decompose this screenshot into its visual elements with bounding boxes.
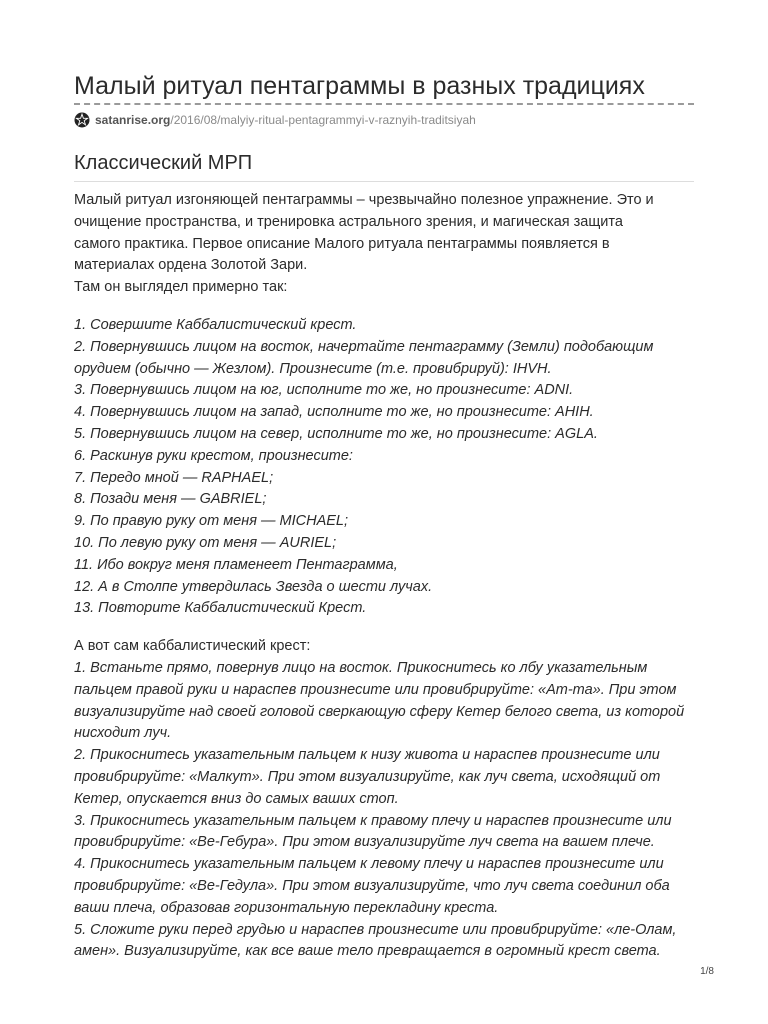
ritual-step-line: 6. Раскинув руки крестом, произнесите: xyxy=(74,447,353,464)
paragraph-line: Там он выглядел примерно так: xyxy=(74,279,288,296)
ritual-step-line: 10. По левую руку от меня — AURIEL; xyxy=(74,534,337,551)
cross-step-line: ваши плеча, образовав горизонтальную перекладину креста. xyxy=(74,899,499,916)
ritual-step-line: 11. Ибо вокруг меня пламенеет Пентаграмма, xyxy=(74,556,398,573)
cross-step-line: 1. Встаньте прямо, повернув лицо на восток. Прикоснитесь ко лбу указательным xyxy=(74,659,648,676)
page-number: 1/8 xyxy=(700,966,714,977)
ritual-step-line: 7. Передо мной — RAPHAEL; xyxy=(74,469,274,486)
cross-step-line: провибрируйте: «Ве-Гебура». При этом визуализируйте луч света на вашем плече. xyxy=(74,834,655,851)
article-body xyxy=(74,190,704,963)
section-divider xyxy=(74,181,694,182)
cross-step-line: 3. Прикоснитесь указательным пальцем к правому плечу и нараспев произнесите или xyxy=(74,812,672,829)
ritual-step-line: 13. Повторите Каббалистический Крест. xyxy=(74,600,367,617)
title-divider xyxy=(74,103,694,105)
cross-step-line: амен». Визуализируйте, как все ваше тело превращается в огромный крест света. xyxy=(74,943,661,960)
ritual-step-line: 9. По правую руку от меня — MICHAEL; xyxy=(74,513,348,530)
cross-intro-line: А вот сам каббалистический крест: xyxy=(74,638,311,655)
paragraph-line: самого практика. Первое описание Малого ритуала пентаграммы появляется в xyxy=(74,235,610,252)
pentagram-logo-icon xyxy=(74,112,90,128)
document-title: Малый ритуал пентаграммы в разных традициях xyxy=(74,72,645,100)
source-path-link[interactable]: /2016/08/malyiy-ritual-pentagrammyi-v-raznyih-traditsiyah xyxy=(170,113,476,127)
source-domain-link[interactable]: satanrise.org xyxy=(95,113,171,127)
paragraph-line: очищение пространства, и тренировка астрального зрения, и магическая защита xyxy=(74,213,623,230)
cross-step-line: 2. Прикоснитесь указательным пальцем к низу живота и нараспев произнесите или xyxy=(74,747,660,764)
ritual-step-line: 2. Повернувшись лицом на восток, начертайте пентаграмму (Земли) подобающим xyxy=(74,338,654,355)
paragraph-gap xyxy=(74,299,704,315)
cross-step-line: 4. Прикоснитесь указательным пальцем к левому плечу и нараспев произнесите или xyxy=(74,856,664,873)
ritual-step-line: 1. Совершите Каббалистический крест. xyxy=(74,316,357,333)
section-heading: Классический МРП xyxy=(74,152,253,174)
cross-step-line: провибрируйте: «Малкут». При этом визуализируйте, как луч света, исходящий от xyxy=(74,768,661,785)
paragraph-line: Малый ритуал изгоняющей пентаграммы – чрезвычайно полезное упражнение. Это и xyxy=(74,192,654,208)
paragraph-line: материалах ордена Золотой Зари. xyxy=(74,257,308,274)
cross-step-line: пальцем правой руки и нараспев произнесите или провибрируйте: «Ат-та». При этом xyxy=(74,681,677,698)
ritual-step-line: 4. Повернувшись лицом на запад, исполните то же, но произнесите: AHIH. xyxy=(74,404,594,421)
paragraph-gap xyxy=(74,620,704,636)
ritual-step-line: орудием (обычно — Жезлом). Произнесите (т.е. провибрируй): IHVH. xyxy=(74,360,552,377)
ritual-step-line: 12. А в Столпе утвердилась Звезда о шести лучах. xyxy=(74,578,433,595)
cross-step-line: провибрируйте: «Ве-Гедула». При этом визуализируйте, что луч света соединил оба xyxy=(74,877,670,894)
cross-step-line: Кетер, опускается вниз до самых ваших стоп. xyxy=(74,790,399,807)
ritual-step-line: 3. Повернувшись лицом на юг, исполните то же, но произнесите: ADNI. xyxy=(74,382,574,399)
ritual-step-line: 5. Повернувшись лицом на север, исполните то же, но произнесите: AGLA. xyxy=(74,425,598,442)
cross-step-line: визуализируйте над своей головой сверкающую сферу Кетер белого света, из которой xyxy=(74,703,685,720)
cross-step-line: нисходит луч. xyxy=(74,725,172,742)
source-line xyxy=(74,111,476,129)
ritual-step-line: 8. Позади меня — GABRIEL; xyxy=(74,491,267,508)
cross-step-line: 5. Сложите руки перед грудью и нараспев произнесите или провибрируйте: «ле-Олам, xyxy=(74,921,677,938)
